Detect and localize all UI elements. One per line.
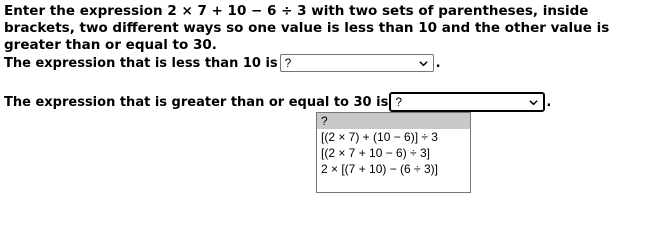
question-row-less-than-10 (4, 54, 441, 72)
dropdown-option[interactable]: [(2 × 7 + 10 − 6) ÷ 3] (321, 146, 430, 160)
dropdown-option[interactable]: ? (317, 113, 470, 129)
sentence-period: . (546, 94, 552, 110)
question-label-greater-than-30: The expression that is greater than or equal to 30 is (4, 94, 389, 110)
chevron-down-icon (419, 59, 428, 68)
answer-select-less-than-10[interactable] (280, 54, 434, 72)
question-label-less-than-10: The expression that is less than 10 is (4, 55, 278, 71)
dropdown-menu (316, 112, 471, 193)
chevron-down-icon (529, 98, 538, 107)
question-row-greater-than-30 (4, 93, 551, 111)
selected-value: ? (284, 56, 292, 70)
answer-select-greater-than-30[interactable] (390, 93, 544, 111)
dropdown-option[interactable]: [(2 × 7) + (10 − 6)] ÷ 3 (321, 130, 438, 144)
selected-value: ? (395, 95, 403, 109)
problem-prompt: Enter the expression 2 × 7 + 10 − 6 ÷ 3 with two sets of parentheses, inside brackets, two different ways so one value is less than 10 and the other value is greater than or equal to 30. (4, 3, 610, 53)
dropdown-option[interactable]: 2 × [(7 + 10) − (6 ÷ 3)] (321, 162, 438, 176)
sentence-period: . (435, 55, 441, 71)
